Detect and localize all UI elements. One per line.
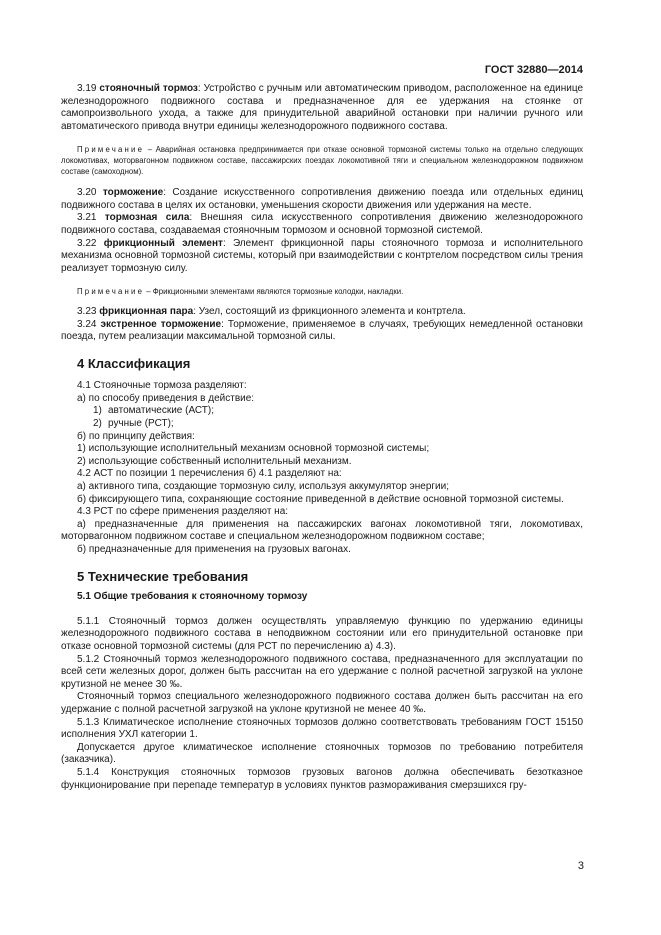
section-5-heading: 5 Технические требования: [77, 568, 249, 584]
note-2: [61, 287, 583, 298]
def-term: фрикционный элемент: [103, 237, 223, 249]
def-term: фрикционная пара: [99, 305, 194, 317]
clause-4-3-a: а) предназначенные для применения на пассажирских вагонах локомотивной тяги, локомотивах, моторвагонном подвижном составе и специальном железнодорожном подвижном составе;: [61, 518, 583, 543]
definition-3-21: [61, 212, 583, 237]
clause-4-2-b: б) фиксирующего типа, сохраняющие состояние приведенной в действие основной тормозной системы.: [77, 493, 564, 505]
def-text: : Внешняя сила искусственного сопротивления движению железнодорожного подвижного состава, создаваемая стояночным тормозом и основной тормозной системой.: [61, 212, 583, 236]
page-number: 3: [577, 860, 584, 872]
list-number: 2): [93, 418, 102, 430]
page-content: [61, 83, 583, 792]
def-term: стояночный тормоз: [99, 83, 198, 94]
def-number: 3.23: [77, 305, 97, 317]
subsection-5-1-heading: 5.1 Общие требования к стояночному тормозу: [77, 591, 308, 603]
def-number: 3.20: [77, 187, 97, 199]
list-item-b2: 2) использующие собственный исполнительный механизм.: [77, 455, 352, 467]
def-term: тормозная сила: [104, 212, 190, 224]
clause-4-2: 4.2 АСТ по позиции 1 перечисления б) 4.1 разделяют на:: [77, 468, 342, 480]
note-label: Примечание: [77, 287, 145, 297]
clause-4-1: 4.1 Стояночные тормоза разделяют:: [77, 380, 247, 392]
def-text: : Устройство с ручным или автоматическим приводом, расположенное на единице железнодорожного подвижного состава и предназначенное для ее удержания на стоянке от самопроизвольного ухода, а также для принудительной аварийной остановки при наличии ручного или автоматического привода внутри единицы железнодорожного подвижного состава.: [61, 83, 583, 132]
definition-3-24: [61, 319, 583, 344]
definition-3-19: [61, 83, 583, 133]
def-number: 3.22: [77, 237, 97, 249]
note-label: Примечание: [77, 145, 145, 155]
clause-5-1-4: 5.1.4 Конструкция стояночных тормозов грузовых вагонов должна обеспечивать безотказное функционирование при перепаде температур в условиях пунктов размораживания смерзшихся гру-: [61, 766, 583, 791]
def-term: торможение: [102, 187, 164, 199]
list-item-2: [61, 418, 583, 431]
standard-code: ГОСТ 32880—2014: [484, 64, 583, 76]
clause-5-1-3: 5.1.3 Климатическое исполнение стояночных тормозов должно соответствовать требованиям ГОСТ 15150 исполнения УХЛ категории 1.: [61, 716, 583, 741]
def-number: 3.21: [77, 212, 97, 224]
item-a: а) по способу приведения в действие:: [77, 392, 255, 404]
list-item-b1: 1) использующие исполнительный механизм основной тормозной системы;: [77, 443, 430, 455]
definition-3-20: [61, 187, 583, 212]
list-text: автоматические (АСТ);: [108, 405, 215, 417]
def-text: : Узел, состоящий из фрикционного элемента и контртела.: [193, 305, 466, 317]
def-text: : Создание искусственного сопротивления движению поезда или отдельных единиц подвижного состава в целях их остановки, уменьшения скорости движения или удержания на месте.: [61, 187, 584, 211]
clause-5-1-1: 5.1.1 Стояночный тормоз должен осуществлять управляемую функцию по удержанию единицы железнодорожного подвижного состава в неподвижном состоянии или его принудительной остановке при отказе основной тормозной системы (для РСТ по перечислению а) 4.3).: [61, 615, 583, 652]
def-number: 3.24: [77, 318, 97, 330]
def-text: : Торможение, применяемое в случаях, требующих немедленной остановки поезда, путем реализации максимальной тормозной силы.: [61, 318, 583, 343]
clause-5-1-3-note: Допускается другое климатическое исполнение стояночных тормозов по требованию потребителя (заказчика).: [61, 741, 583, 766]
note-text: – Фрикционными элементами являются тормозные колодки, накладки.: [144, 287, 404, 297]
clause-4-3: 4.3 РСТ по сфере применения разделяют на:: [77, 506, 289, 518]
clause-5-1-2: 5.1.2 Стояночный тормоз железнодорожного подвижного состава, предназначенного для эксплуатации по всей сети железных дорог, должен быть рассчитан на его удержание с полной расчетной загрузкой на уклоне крутизной не менее 30 ‰.: [61, 653, 583, 690]
definition-3-22: [61, 238, 583, 276]
list-item-1: [61, 405, 583, 418]
clause-5-1-2-special: Стояночный тормоз специального железнодорожного подвижного состава должен быть рассчитан на его удержание с полной расчетной загрузкой на уклоне крутизной не менее 40 ‰.: [61, 691, 583, 715]
def-text: : Элемент фрикционной пары стояночного тормоза и исполнительного механизма основной тормозной системы, который при взаимодействии с контртелом посредством силы трения реализует тормозную силу.: [61, 237, 583, 274]
clause-4-2-a: а) активного типа, создающие тормозную силу, используя аккумулятор энергии;: [77, 481, 449, 493]
clause-4-3-b: б) предназначенные для применения на грузовых вагонах.: [77, 544, 351, 555]
def-number: 3.19: [77, 83, 97, 94]
definition-3-23: [61, 306, 583, 319]
item-b: б) по принципу действия:: [77, 430, 195, 442]
list-number: 1): [93, 405, 102, 417]
note-text: – Аварийная остановка предпринимается при отказе основной тормозной системы только на отдельно следующих локомотивах, моторвагонном подвижном составе, пассажирских поездах локомотивной тяги и специальном железнодорожном подвижном составе (самоходном).: [61, 145, 583, 176]
note-1: [61, 145, 583, 177]
list-text: ручные (РСТ);: [108, 418, 174, 430]
section-4-heading: 4 Классификация: [77, 355, 191, 371]
def-term: экстренное торможение: [100, 318, 222, 330]
